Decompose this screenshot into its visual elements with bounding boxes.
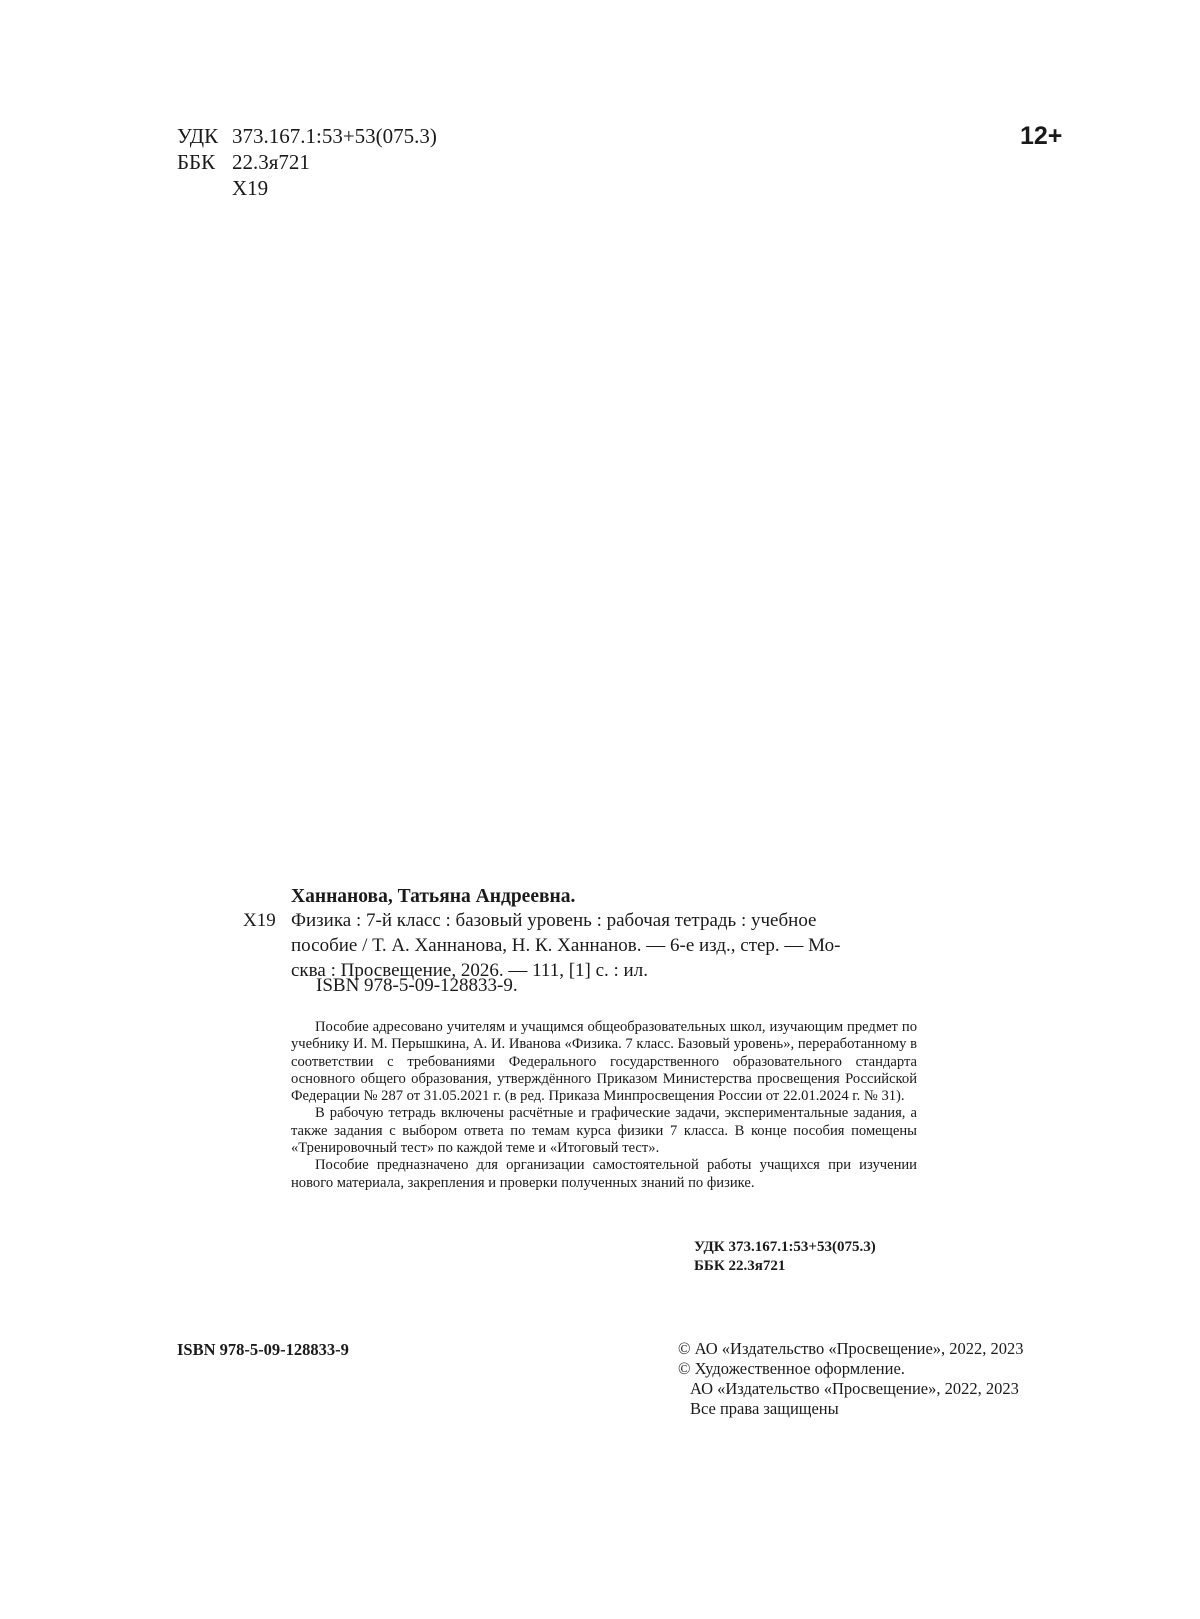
bbk-value: 22.3я721 — [232, 150, 310, 174]
bbk-label: ББК — [177, 150, 216, 174]
annotation-classification — [694, 1238, 876, 1276]
record-isbn: ISBN 978-5-09-128833-9. — [316, 975, 518, 996]
annotation-paragraph: Пособие предназначено для организации самостоятельной работы учащихся при изучении нового материала, закрепления и проверки полученных знаний по физике. — [291, 1157, 917, 1191]
udk-label: УДК — [177, 124, 219, 148]
copyright-block — [678, 1339, 1024, 1419]
bbk-line — [177, 149, 437, 175]
record-description — [291, 908, 917, 983]
udk-line — [177, 123, 437, 149]
record-line: пособие / Т. А. Ханнанова, Н. К. Ханнанов. — 6-е изд., стер. — Мо- — [291, 935, 841, 956]
author-mark: Х19 — [232, 176, 269, 200]
classification-block — [177, 123, 437, 201]
record-line: Физика : 7-й класс : базовый уровень : рабочая тетрадь : учебное — [291, 910, 817, 931]
footer-isbn: ISBN 978-5-09-128833-9 — [177, 1340, 349, 1359]
annotation-paragraph: В рабочую тетрадь включены расчётные и графические задачи, экспериментальные задания, а также задания с выбором ответа по темам курса физики 7 класса. В конце пособия помещены «Тренировочный тест» по каждой теме и «Итоговый тест». — [291, 1105, 917, 1157]
record-author: Ханнанова, Татьяна Андреевна. — [291, 886, 576, 907]
annotation-udk: УДК 373.167.1:53+53(075.3) — [694, 1239, 876, 1255]
udk-value: 373.167.1:53+53(075.3) — [232, 124, 437, 148]
author-mark-line — [177, 175, 437, 201]
copyright-line: АО «Издательство «Просвещение», 2022, 2023 — [690, 1379, 1019, 1398]
copyright-line: Все права защищены — [690, 1399, 839, 1418]
record-mark: Х19 — [243, 910, 276, 931]
copyright-line: © АО «Издательство «Просвещение», 2022, 2023 — [678, 1339, 1024, 1358]
annotation-paragraph: Пособие адресовано учителям и учащимся общеобразовательных школ, изучающим предмет по учебнику И. М. Перышкина, А. И. Иванова «Физика. 7 класс. Базовый уровень», переработанному в соответствии с требованиями Федерального государственного образовательного стандарта основного общего образования, утверждённого Приказом Министерства просвещения Российской Федерации № 287 от 31.05.2021 г. (в ред. Приказа Минпросвещения России от 22.01.2024 г. № 31). — [291, 1019, 917, 1105]
annotation-bbk: ББК 22.3я721 — [694, 1258, 786, 1274]
age-rating: 12+ — [1020, 122, 1063, 150]
annotation — [291, 1019, 917, 1192]
record-line: сква : Просвещение, 2026. — 111, [1] с. : ил. — [291, 960, 648, 981]
copyright-line: © Художественное оформление. — [678, 1359, 905, 1378]
